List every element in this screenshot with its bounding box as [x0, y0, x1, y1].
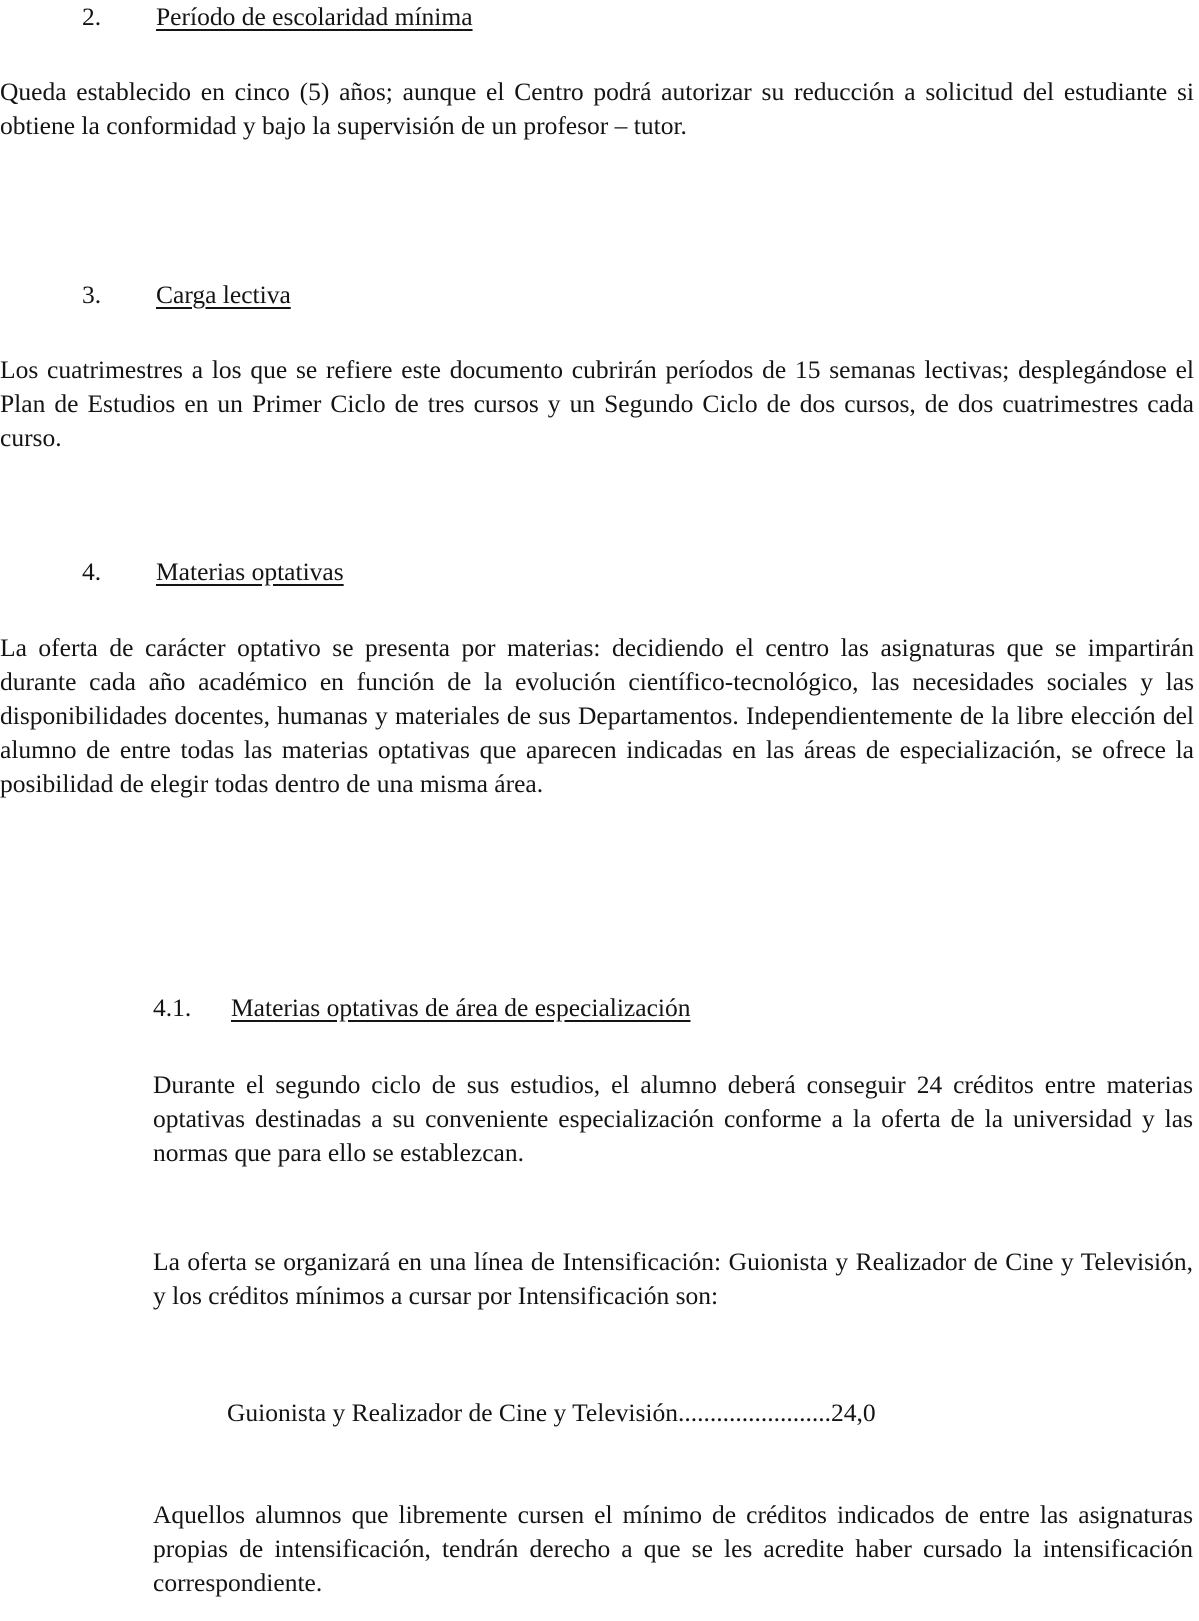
section-4-1-heading	[153, 991, 690, 1025]
section-3-heading	[82, 278, 291, 312]
section-4-1-title: Materias optativas de área de especialización	[231, 993, 691, 1022]
leader-dots: ........................	[677, 1398, 831, 1427]
section-4-1-number: 4.1.	[153, 993, 192, 1022]
intensification-label: Guionista y Realizador de Cine y Televisión	[227, 1398, 678, 1427]
section-4-heading	[82, 555, 344, 589]
section-2-heading	[82, 0, 473, 34]
section-3-number: 3.	[82, 280, 102, 309]
section-3-title: Carga lectiva	[156, 280, 291, 309]
section-2-number: 2.	[82, 2, 102, 31]
intensification-credits: 24,0	[830, 1398, 876, 1427]
section-4-text: La oferta de carácter optativo se presenta por materias: decidiendo el centro las asignaturas que se impartirán durante cada año académico en función de la evolución científico-tecnológico, las necesidades sociales y las disponibilidades docentes, humanas y materiales de sus Departamentos. Independientemente de la libre elección del alumno de entre todas las materias optativas que aparecen indicadas en las áreas de especialización, se ofrece la posibilidad de elegir todas dentro de una misma área.	[0, 633, 1194, 798]
section-2-title: Período de escolaridad mínima	[156, 2, 473, 31]
intensification-credits-row	[227, 1396, 876, 1430]
section-4-title: Materias optativas	[156, 557, 344, 586]
section-4-1-paragraph-1: Durante el segundo ciclo de sus estudios, el alumno deberá conseguir 24 créditos entre materias optativas destinadas a su conveniente especialización conforme a la oferta de la universidad y las normas que para ello se establezcan.	[153, 1070, 1193, 1167]
section-4-1-paragraph-3: Aquellos alumnos que libremente cursen el mínimo de créditos indicados de entre las asignaturas propias de intensificación, tendrán derecho a que se les acredite haber cursado la intensificación correspondiente.	[153, 1500, 1193, 1597]
section-4-number: 4.	[82, 557, 102, 586]
section-3-text: Los cuatrimestres a los que se refiere este documento cubrirán períodos de 15 semanas lectivas; desplegándose el Plan de Estudios en un Primer Ciclo de tres cursos y un Segundo Ciclo de dos cursos, de dos cuatrimestres cada curso.	[0, 355, 1194, 452]
section-2-text: Queda establecido en cinco (5) años; aunque el Centro podrá autorizar su reducción a solicitud del estudiante si obtiene la conformidad y bajo la supervisión de un profesor – tutor.	[0, 77, 1194, 140]
section-4-1-paragraph-2: La oferta se organizará en una línea de Intensificación: Guionista y Realizador de Cine y Televisión, y los créditos mínimos a cursar por Intensificación son:	[153, 1247, 1193, 1310]
